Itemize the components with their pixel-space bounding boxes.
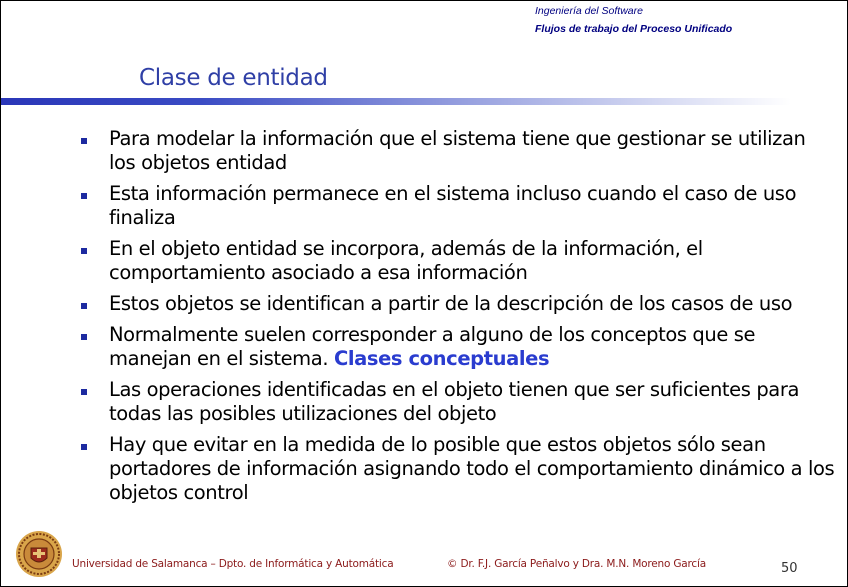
bullet-item: Esta información permanece en el sistema incluso cuando el caso de uso finaliza [75,182,835,230]
square-bullet-icon [81,138,87,144]
title-underline-bar [1,98,791,105]
bullet-item: Las operaciones identificadas en el objeto tienen que ser suficientes para todas las posibles utilizaciones del objeto [75,378,835,426]
square-bullet-icon [81,334,87,340]
square-bullet-icon [81,444,87,450]
footer-authors: © Dr. F.J. García Peñalvo y Dra. M.N. Moreno García [447,558,706,570]
bullet-item: En el objeto entidad se incorpora, además de la información, el comportamiento asociado a esa información [75,237,835,285]
header [535,4,732,36]
bullet-item: Estos objetos se identifican a partir de la descripción de los casos de uso [75,292,835,316]
square-bullet-icon [81,303,87,309]
square-bullet-icon [81,193,87,199]
footer-institution: Universidad de Salamanca – Dpto. de Informática y Automática [72,558,394,570]
page-number: 50 [781,561,798,576]
square-bullet-icon [81,389,87,395]
header-topic: Flujos de trabajo del Proceso Unificado [535,23,733,35]
university-seal-icon [15,530,63,578]
square-bullet-icon [81,248,87,254]
highlight-term: Clases conceptuales [333,347,550,370]
bullet-list [75,127,835,512]
slide-title: Clase de entidad [139,65,328,91]
bullet-item: Hay que evitar en la medida de lo posible que estos objetos sólo sean portadores de información asignando todo el comportamiento dinámico a los objetos control [75,433,835,505]
bullet-item: Para modelar la información que el sistema tiene que gestionar se utilizan los objetos entidad [75,127,835,175]
bullet-item: Normalmente suelen corresponder a alguno de los conceptos que se manejan en el sistema. Clases conceptuales [75,323,835,371]
header-course: Ingeniería del Software [535,5,643,17]
